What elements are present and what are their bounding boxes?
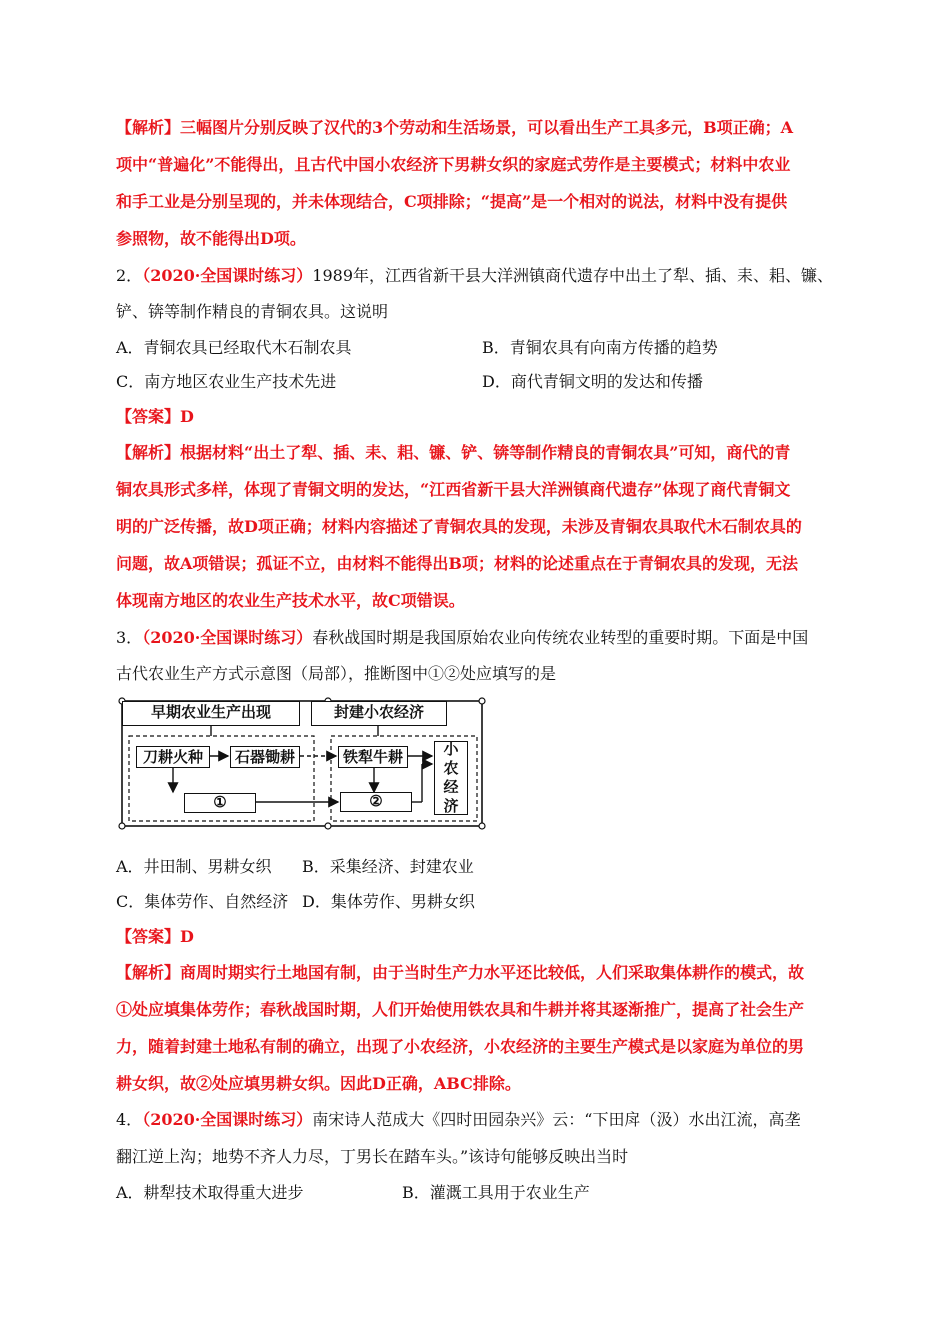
question-text: 古代农业生产方式示意图（局部），推断图中①②处应填写的是 [116,664,557,683]
analysis-line: 问题，故A项错误；孤证不立，由材料不能得出B项；材料的论述重点在于青铜农具的发现，无法 [116,554,798,573]
side-char: 经 [443,778,459,796]
analysis-line: 力，随着封建土地私有制的确立，出现了小农经济，小农经济的主要生产模式是以家庭为单位的男 [116,1037,805,1056]
option-a: A．青铜农具已经取代木石制农具 [116,338,352,357]
question-text: 翻江逆上沟；地势不齐人力尽，丁男长在踏车头。”该诗句能够反映出当时 [116,1147,629,1166]
option-c: C．南方地区农业生产技术先进 [116,372,337,391]
blank-1-box: ① [184,793,256,813]
option-b: B．采集经济、封建农业 [302,857,474,876]
option-b: B．青铜农具有向南方传播的趋势 [482,338,718,357]
question-number: 3． [116,628,143,647]
agriculture-diagram [118,694,486,830]
option-b: B．灌溉工具用于农业生产 [402,1183,590,1202]
question-number: 2． [116,266,143,285]
analysis-line: 体现南方地区的农业生产技术水平，故C项错误。 [116,591,465,610]
left-title-box: 早期农业生产出现 [122,701,300,726]
analysis-line: ①处应填集体劳作；春秋战国时期，人们开始使用铁农具和牛耕并将其逐渐推广，提高了社会生产 [116,1000,805,1019]
question-text: 1989年，江西省新干县大洋洲镇商代遗存中出土了犁、插、耒、耜、镰、 [312,266,834,285]
analysis-line: 参照物，故不能得出D项。 [116,229,306,248]
option-d: D．集体劳作、男耕女织 [302,892,475,911]
analysis-line: 【解析】三幅图片分别反映了汉代的3个劳动和生活场景，可以看出生产工具多元，B项正确；A [116,118,794,137]
analysis-line: 明的广泛传播，故D项正确；材料内容描述了青铜农具的发现，未涉及青铜农具取代木石制农具的 [116,517,802,536]
question-3-stem [116,628,808,648]
analysis-line: 【解析】商周时期实行土地国有制，由于当时生产力水平还比较低，人们采取集体耕作的模式，故 [116,963,805,982]
question-source: （2020·全国课时练习） [142,1110,313,1129]
analysis-line: 【解析】根据材料“出土了犁、插、耒、耜、镰、铲、锛等制作精良的青铜农具”可知，商代的青 [116,443,791,462]
small-peasant-box [434,741,468,815]
analysis-line: 铜农具形式多样，体现了青铜文明的发达，“江西省新干县大洋洲镇商代遗存”体现了商代青铜文 [116,480,791,499]
side-char: 济 [443,797,459,815]
slash-burn-box: 刀耕火种 [136,746,210,768]
option-a: A．井田制、男耕女织 [116,857,272,876]
option-a: A．耕犁技术取得重大进步 [116,1183,304,1202]
question-text: 春秋战国时期是我国原始农业向传统农业转型的重要时期。下面是中国 [312,628,809,647]
side-char: 农 [443,759,459,777]
analysis-line: 和手工业是分别呈现的，并未体现结合，C项排除；“提高”是一个相对的说法，材料中没有提供 [116,192,788,211]
analysis-line: 耕女织，故②处应填男耕女织。因此D正确，ABC排除。 [116,1074,521,1093]
answer: 【答案】D [116,407,194,426]
question-text: 铲、锛等制作精良的青铜农具。这说明 [116,302,389,321]
analysis-line: 项中“普遍化”不能得出，且古代中国小农经济下男耕女织的家庭式劳作是主要模式；材料中农业 [116,155,791,174]
right-title-box: 封建小农经济 [311,701,447,726]
question-2-stem [116,266,833,286]
option-d: D．商代青铜文明的发达和传播 [482,372,703,391]
answer: 【答案】D [116,927,194,946]
question-source: （2020·全国课时练习） [142,628,313,647]
question-text: 南宋诗人范成大《四时田园杂兴》云：“下田戽（汲）水出江流，高垄 [312,1110,801,1129]
question-source: （2020·全国课时练习） [142,266,313,285]
stone-hoe-box: 石器锄耕 [230,746,300,768]
side-char: 小 [443,740,459,758]
iron-plough-box: 铁犁牛耕 [338,746,408,768]
question-number: 4． [116,1110,143,1129]
question-4-stem [116,1110,800,1130]
option-c: C．集体劳作、自然经济 [116,892,289,911]
blank-2-box: ② [340,792,412,812]
